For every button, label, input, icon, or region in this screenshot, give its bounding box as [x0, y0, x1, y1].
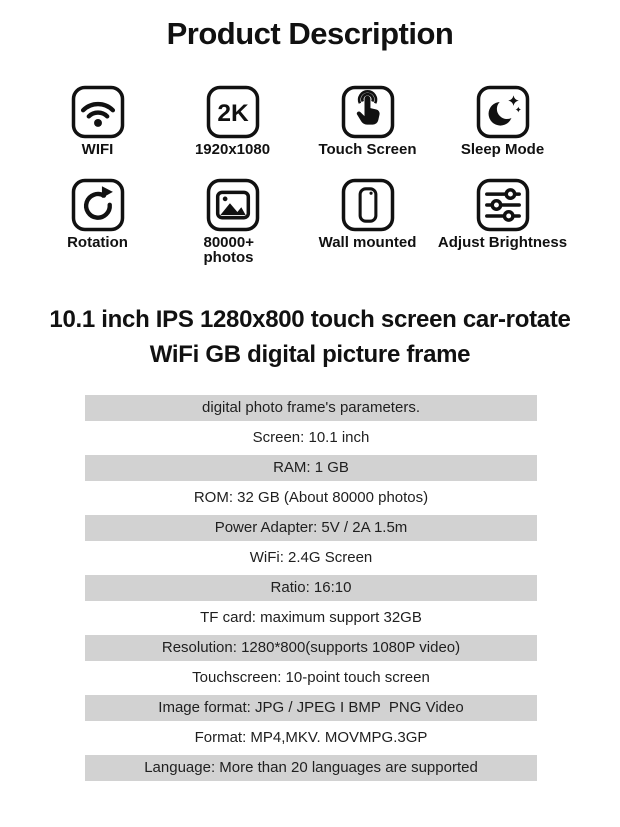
feature-photos: [165, 177, 300, 265]
feature-label: Adjust Brightness: [437, 234, 568, 251]
feature-label: Sleep Mode: [460, 141, 545, 158]
spec-row-ram: RAM: 1 GB: [85, 455, 537, 481]
feature-label: 1920x1080: [194, 141, 271, 158]
product-heading-line1: 10.1 inch IPS 1280x800 touch screen car-rotate: [49, 306, 571, 333]
spec-row-rom: ROM: 32 GB (About 80000 photos): [193, 489, 429, 506]
spec-table: [85, 395, 537, 785]
feature-label-line1: 80000+: [203, 234, 254, 251]
feature-wifi: [30, 84, 165, 157]
feature-wall-mounted: [300, 177, 435, 265]
feature-2k: [165, 84, 300, 157]
product-heading-line2: WiFi GB digital picture frame: [149, 341, 471, 368]
page-title: Product Description: [166, 16, 454, 51]
feature-label: [204, 235, 262, 265]
2k-icon: [205, 84, 261, 140]
feature-label: Rotation: [67, 234, 128, 251]
2k-badge-text: 2K: [216, 99, 249, 127]
feature-adjust-brightness: [435, 177, 570, 265]
feature-row-1: [30, 84, 570, 157]
spec-row-ratio: Ratio: 16:10: [85, 575, 537, 601]
spec-row-power: Power Adapter: 5V / 2A 1.5m: [85, 515, 537, 541]
feature-label: Wall mounted: [318, 234, 417, 251]
sleep-mode-icon: [475, 84, 531, 140]
wall-mounted-icon: [340, 177, 396, 233]
spec-row-parameters-header: digital photo frame's parameters.: [85, 395, 537, 421]
spec-row-wifi: WiFi: 2.4G Screen: [249, 549, 373, 566]
touch-screen-icon: [340, 84, 396, 140]
spec-row-tf-card: TF card: maximum support 32GB: [200, 609, 422, 626]
feature-label-line2: photos: [203, 249, 254, 266]
spec-row-touchscreen: Touchscreen: 10-point touch screen: [192, 669, 430, 686]
product-heading: [0, 302, 620, 372]
spec-row-language: Language: More than 20 languages are supported: [85, 755, 537, 781]
spec-row-image-format: Image format: JPG / JPEG I BMP PNG Video: [85, 695, 537, 721]
rotation-icon: [70, 177, 126, 233]
feature-row-2: [30, 177, 570, 265]
adjust-brightness-icon: [475, 177, 531, 233]
feature-label: Touch Screen: [318, 141, 417, 158]
wifi-icon: [70, 84, 126, 140]
photos-icon: [205, 177, 261, 233]
feature-sleep-mode: [435, 84, 570, 157]
spec-row-video-format: Format: MP4,MKV. MOVMPG.3GP: [194, 729, 428, 746]
feature-label: WIFI: [81, 141, 114, 158]
spec-row-screen: Screen: 10.1 inch: [252, 429, 370, 446]
feature-touch-screen: [300, 84, 435, 157]
feature-rotation: [30, 177, 165, 265]
spec-row-resolution: Resolution: 1280*800(supports 1080P video): [85, 635, 537, 661]
